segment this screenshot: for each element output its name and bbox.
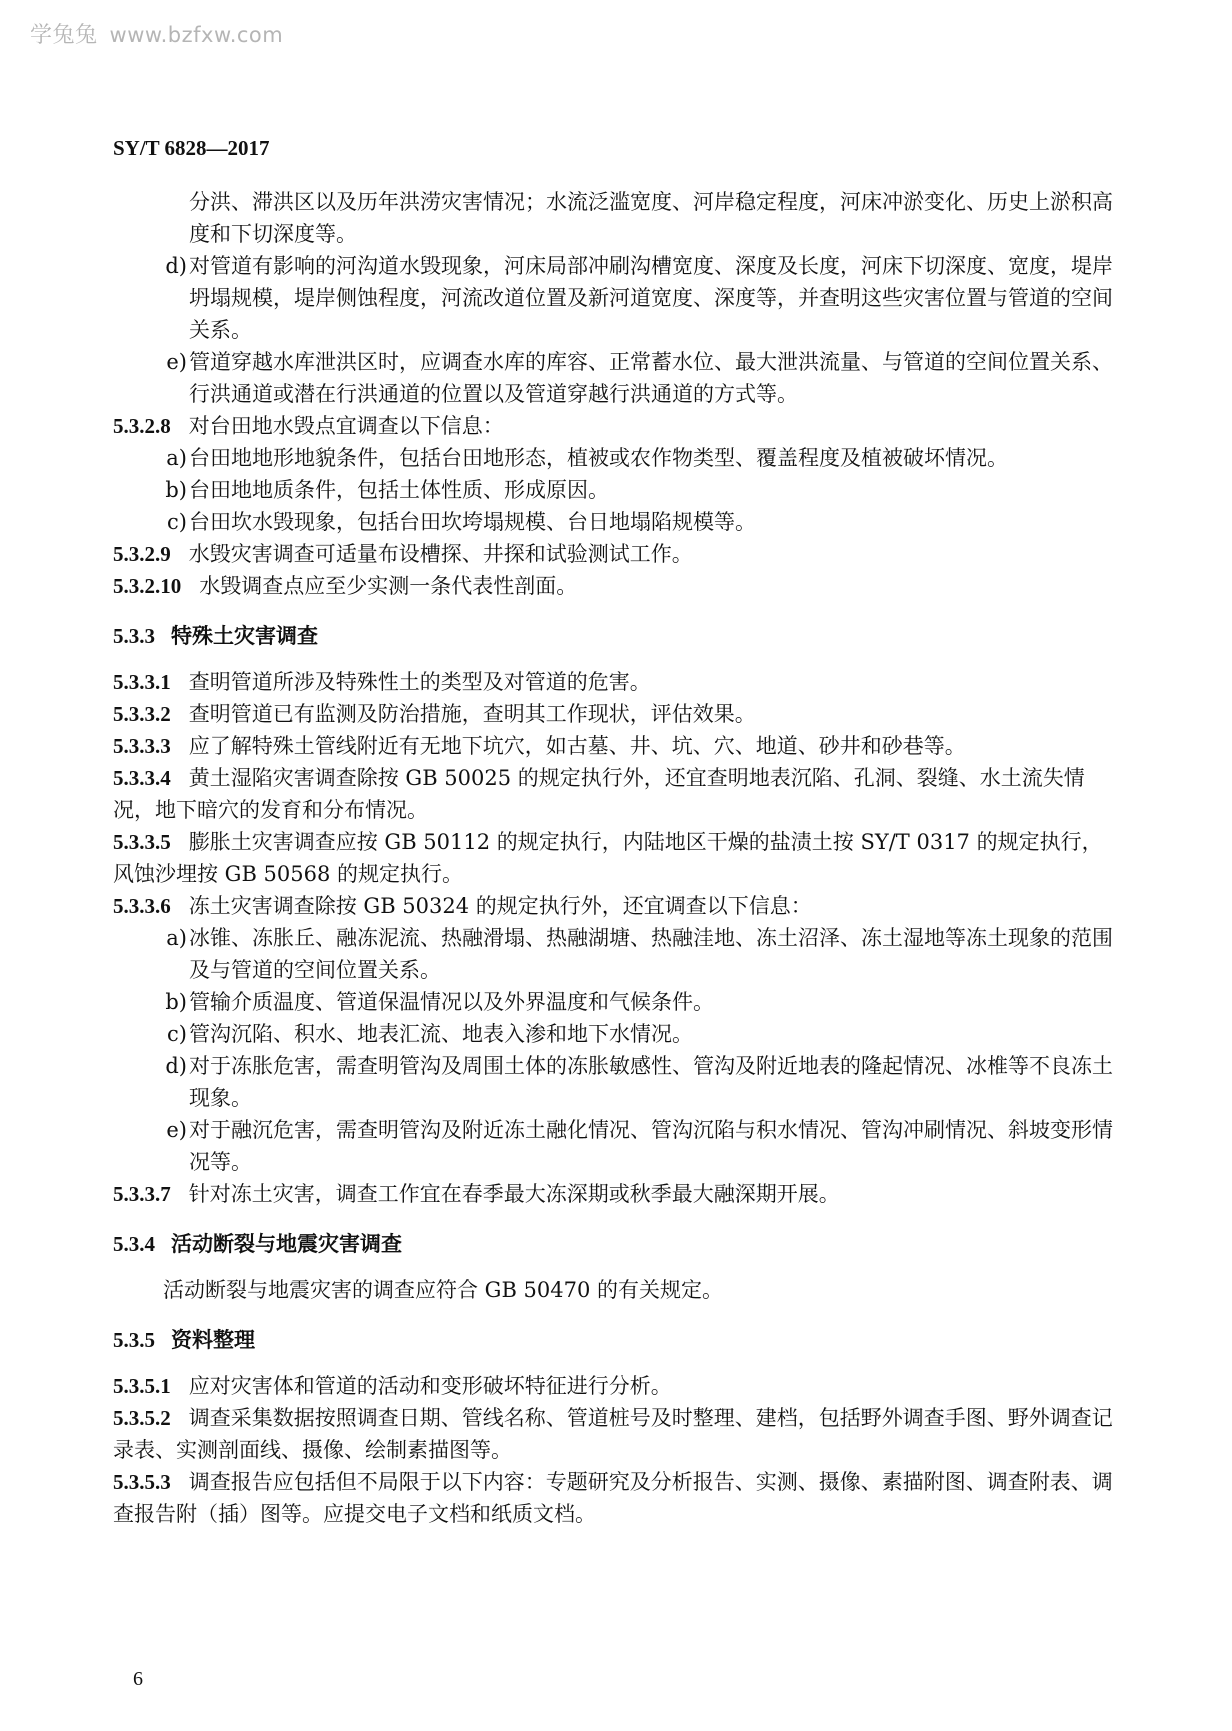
list-label: a) — [166, 926, 187, 950]
clause-5-3-3-4 — [113, 762, 1113, 826]
clause-text: 调查采集数据按照调查日期、管线名称、管道桩号及时整理、建档，包括野外调查手图、野外调查记录表、实测剖面线、摄像、绘制素描图等。 — [113, 1406, 1113, 1462]
list-text: 台田地地质条件，包括土体性质、形成原因。 — [189, 478, 609, 502]
clause-5-3-3-6 — [113, 890, 1113, 922]
clause-number: 5.3.5.2 — [113, 1406, 171, 1430]
clause-5-3-3-3 — [113, 730, 1113, 762]
clause-number: 5.3.3.2 — [113, 702, 171, 726]
clause-number: 5.3.5.3 — [113, 1470, 171, 1494]
clause-number: 5.3.2.10 — [113, 574, 182, 598]
list-text: 管道穿越水库泄洪区时，应调查水库的库容、正常蓄水位、最大泄洪流量、与管道的空间位置关系、行洪通道或潜在行洪通道的位置以及管道穿越行洪通道的方式等。 — [189, 350, 1113, 406]
section-heading-5-3-5 — [113, 1324, 1113, 1356]
clause-5-3-3-5 — [113, 826, 1113, 890]
list-item-e — [113, 346, 1113, 410]
watermark-brand: 学兔兔 — [30, 23, 98, 48]
list-item-b — [113, 474, 1113, 506]
section-title: 活动断裂与地震灾害调查 — [171, 1231, 402, 1256]
section-paragraph: 活动断裂与地震灾害的调查应符合 GB 50470 的有关规定。 — [163, 1278, 724, 1302]
list-label: b) — [165, 990, 187, 1014]
clause-text: 黄土湿陷灾害调查除按 GB 50025 的规定执行外，还宜查明地表沉陷、孔洞、裂缝、水土流失情况，地下暗穴的发育和分布情况。 — [113, 766, 1085, 822]
clause-number: 5.3.3.1 — [113, 670, 171, 694]
clause-text: 对台田地水毁点宜调查以下信息： — [188, 414, 504, 438]
document-code: SY/T 6828—2017 — [113, 136, 270, 160]
list-item-a — [113, 442, 1113, 474]
list-item-a — [113, 922, 1113, 986]
clause-number: 5.3.2.9 — [113, 542, 171, 566]
section-title: 资料整理 — [171, 1327, 255, 1352]
clause-5-3-3-7 — [113, 1178, 1113, 1210]
section-number: 5.3.4 — [113, 1232, 155, 1256]
list-text: 台田坎水毁现象，包括台田坎垮塌规模、台日地塌陷规模等。 — [189, 510, 756, 534]
list-label: d) — [165, 254, 187, 278]
page-number: 6 — [133, 1668, 143, 1690]
clause-number: 5.3.3.4 — [113, 766, 171, 790]
clause-text: 应了解特殊土管线附近有无地下坑穴，如古墓、井、坑、穴、地道、砂井和砂巷等。 — [188, 734, 966, 758]
watermark — [30, 18, 283, 49]
clause-text: 应对灾害体和管道的活动和变形破坏特征进行分析。 — [188, 1374, 672, 1398]
clause-5-3-2-9 — [113, 538, 1113, 570]
clause-number: 5.3.5.1 — [113, 1374, 171, 1398]
list-item-c — [113, 1018, 1113, 1050]
list-text: 冰锥、冻胀丘、融冻泥流、热融滑塌、热融湖塘、热融洼地、冻土沼泽、冻土湿地等冻土现象的范围及与管道的空间位置关系。 — [189, 926, 1113, 982]
list-item-d — [113, 250, 1113, 346]
clause-text: 查明管道所涉及特殊性土的类型及对管道的危害。 — [188, 670, 651, 694]
clause-text: 膨胀土灾害调查应按 GB 50112 的规定执行，内陆地区干燥的盐渍土按 SY/T 0317 的规定执行，风蚀沙埋按 GB 50568 的规定执行。 — [113, 830, 1103, 886]
clause-5-3-2-10 — [113, 570, 1113, 602]
clause-5-3-3-2 — [113, 698, 1113, 730]
list-item-d — [113, 1050, 1113, 1114]
list-item-b — [113, 986, 1113, 1018]
list-label: c) — [167, 510, 187, 534]
list-label: a) — [166, 446, 187, 470]
section-heading-5-3-4 — [113, 1228, 1113, 1260]
clause-text: 水毁灾害调查可适量布设槽探、井探和试验测试工作。 — [188, 542, 693, 566]
clause-5-3-5-2 — [113, 1402, 1113, 1466]
list-text: 对于融沉危害，需查明管沟及附近冻土融化情况、管沟沉陷与积水情况、管沟冲刷情况、斜坡变形情况等。 — [189, 1118, 1113, 1174]
clause-5-3-5-1 — [113, 1370, 1113, 1402]
clause-number: 5.3.3.7 — [113, 1182, 171, 1206]
list-item-e — [113, 1114, 1113, 1178]
list-text: 管输介质温度、管道保温情况以及外界温度和气候条件。 — [189, 990, 714, 1014]
clause-text: 针对冻土灾害，调查工作宜在春季最大冻深期或秋季最大融深期开展。 — [188, 1182, 840, 1206]
section-heading-5-3-3 — [113, 620, 1113, 652]
clause-text: 查明管道已有监测及防治措施，查明其工作现状，评估效果。 — [188, 702, 756, 726]
clause-5-3-5-3 — [113, 1466, 1113, 1530]
clause-5-3-2-8 — [113, 410, 1113, 442]
clause-number: 5.3.3.6 — [113, 894, 171, 918]
list-label: b) — [165, 478, 187, 502]
page-content — [113, 186, 1113, 1530]
clause-5-3-3-1 — [113, 666, 1113, 698]
list-text: 对于冻胀危害，需查明管沟及周围土体的冻胀敏感性、管沟及附近地表的隆起情况、冰椎等不良冻土现象。 — [189, 1054, 1113, 1110]
list-label: c) — [167, 1022, 187, 1046]
watermark-url: www.bzfxw.com — [109, 23, 284, 47]
section-number: 5.3.3 — [113, 624, 155, 648]
list-item-c — [113, 506, 1113, 538]
clause-text: 冻土灾害调查除按 GB 50324 的规定执行外，还宜调查以下信息： — [188, 894, 812, 918]
section-number: 5.3.5 — [113, 1328, 155, 1352]
list-label: d) — [165, 1054, 187, 1078]
clause-number: 5.3.3.5 — [113, 830, 171, 854]
list-text: 管沟沉陷、积水、地表汇流、地表入渗和地下水情况。 — [189, 1022, 693, 1046]
list-label: e) — [166, 1118, 187, 1142]
list-text: 台田地地形地貌条件，包括台田地形态，植被或农作物类型、覆盖程度及植被破坏情况。 — [189, 446, 1008, 470]
clause-text: 调查报告应包括但不局限于以下内容：专题研究及分析报告、实测、摄像、素描附图、调查附表、调查报告附（插）图等。应提交电子文档和纸质文档。 — [113, 1470, 1113, 1526]
list-label: e) — [166, 350, 187, 374]
clause-number: 5.3.3.3 — [113, 734, 171, 758]
list-text: 对管道有影响的河沟道水毁现象，河床局部冲刷沟槽宽度、深度及长度，河床下切深度、宽度，堤岸坍塌规模，堤岸侧蚀程度，河流改道位置及新河道宽度、深度等，并查明这些灾害位置与管道的空间关系。 — [189, 254, 1113, 342]
section-title: 特殊土灾害调查 — [171, 623, 318, 648]
clause-text: 水毁调查点应至少实测一条代表性剖面。 — [199, 574, 578, 598]
clause-number: 5.3.2.8 — [113, 414, 171, 438]
continued-paragraph: 分洪、滞洪区以及历年洪涝灾害情况；水流泛滥宽度、河岸稳定程度，河床冲淤变化、历史上淤积高度和下切深度等。 — [189, 190, 1113, 246]
